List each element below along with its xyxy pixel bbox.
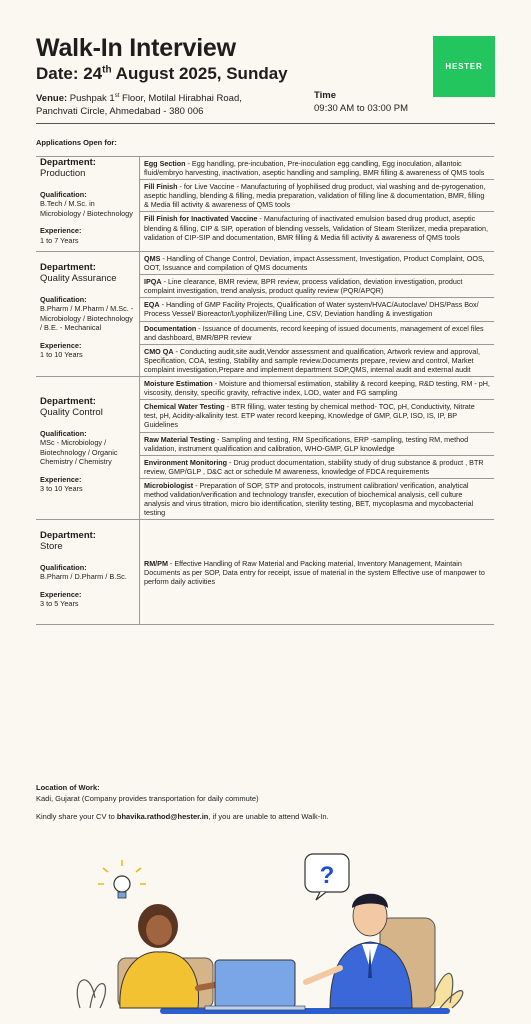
department-label: Department:: [40, 396, 96, 408]
role-title: IPQA: [144, 277, 162, 287]
role-row: [140, 180, 494, 212]
role-description: - Handling of GMP Facility Projects, Qualification of Water system/HVAC/Autoclave/ DHS/Pass Box/ Process Vessel/ Bioreactor/Lyophilizer/Filling Line, CSV, Deviation handling & investigation: [144, 300, 479, 319]
roles-list: [140, 157, 494, 251]
role-description: - Manufacturing of inactivated emulsion based drug product, aseptic blending & filling, CIP & SIP, operation of blending vessels, Validation of Steam Sterilizer, media preparation, validation of CIP-SIP and documentation, BMR filling & Media fill activity & awareness of QMS tools: [144, 214, 488, 242]
work-location: Location of Work: Kadi, Gujarat (Company provides transportation for daily commute): [36, 783, 259, 803]
department-label: Department:: [40, 262, 96, 274]
department-name: Quality Assurance: [40, 273, 117, 285]
department-name: Store: [40, 541, 63, 552]
department-info: [36, 377, 140, 519]
question-bubble-icon: [305, 854, 349, 900]
department-info: [36, 520, 140, 624]
role-description: - Conducting audit,site audit,Vendor assessment and qualification, Artwork review and approval, Specification, COA, testing, Stability and sample review.Documents prepare, review and control, Market complaint investigation,Prepare and implement department SOP,QMS, internal audit and external audit: [144, 346, 480, 374]
role-description: - Sampling and testing, RM Specifications, ERP -sampling, testing RM, method validation, instrument qualification and calibration, WHO-GMP, GLP knowledge: [144, 434, 469, 453]
qualification-label: Qualification:: [40, 189, 87, 199]
role-title: Raw Material Testing: [144, 434, 215, 444]
role-description: - Moisture and thiomersal estimation, stability & record keeping, R&D testing, RM - pH, viscosity, density, specific gravity, refractive index, LOD, water and FG sampling: [144, 379, 490, 398]
roles-list: [140, 252, 494, 376]
department-name: Quality Control: [40, 407, 103, 419]
role-description: - for Live Vaccine - Manufacturing of lyophilised drug product, vial washing and de-pyrogenation, aseptic handling, blending & filling, media preparation, validation of filling line & documentation, BMR, filling & Media fill activity & awareness of QMS tools: [144, 182, 486, 210]
role-row: [140, 456, 494, 479]
role-row: [140, 345, 494, 376]
qualification-value: MSc - Microbiology / Biotechnology / Organic Chemistry / Chemistry: [40, 438, 118, 467]
woman-figure: [118, 904, 220, 1008]
role-description: - Line clearance, BMR review, BPR review, process validation, deviation investigation, product complaint investigation, trend analysis, product quality review (PQR/APQR): [144, 277, 463, 296]
plant-left: [77, 980, 105, 1008]
role-title: RM/PM: [144, 558, 168, 568]
experience-label: Experience:: [40, 340, 82, 350]
role-title: Egg Section: [144, 159, 186, 168]
experience-value: 1 to 7 Years: [40, 235, 79, 245]
department-block: [36, 157, 494, 252]
department-label: Department:: [40, 530, 96, 541]
department-block: [36, 252, 494, 377]
role-row: [140, 479, 494, 519]
role-title: Chemical Water Testing: [144, 402, 225, 412]
role-title: Fill Finish: [144, 182, 178, 192]
interview-date: Date: 24th August 2025, Sunday: [36, 64, 288, 83]
role-description: - Issuance of documents, record keeping of issued documents, management of excel files and dashboard, BMR/BPR review: [144, 323, 484, 342]
department-info: [36, 252, 140, 376]
role-row: [140, 322, 494, 345]
role-row: [140, 212, 494, 243]
role-description: - Preparation of SOP, STP and protocols, instrument calibration/ verification, analytical method validation/verification and technology transfer, execution of biochemical analysis, cell culture analysis and virus titration, micro bio identification, sterility testing, BET, mycoplasma and mycobacterial testing: [144, 480, 474, 518]
roles-list: [140, 377, 494, 519]
qualification-label: Qualification:: [40, 428, 87, 438]
role-row: [140, 557, 494, 588]
interview-illustration: [0, 848, 531, 1024]
qualification-label: Qualification:: [40, 294, 87, 304]
role-title: Fill Finish for Inactivated Vaccine: [144, 214, 258, 224]
role-title: Microbiologist: [144, 480, 194, 490]
role-row: [140, 377, 494, 400]
experience-label: Experience:: [40, 589, 82, 599]
role-description: - Drug product documentation, stability study of drug substance & product , BTR review, GMP/GLP , D&C act or schedule M awareness, knowledge of FDCA requirements: [144, 457, 484, 476]
share-cv-note: Kindly share your CV to bhavika.rathod@hester.in, if you are unable to attend Walk-In.: [36, 812, 329, 821]
role-title: Moisture Estimation: [144, 379, 213, 389]
venue-block: Venue: Pushpak 1st Floor, Motilal Hirabhai Road, Panchvati Circle, Ahmedabad - 380 006: [36, 93, 242, 117]
role-row: [140, 157, 494, 180]
role-row: [140, 298, 494, 321]
role-description: - Egg handling, pre-incubation, Pre-inoculation egg candling, Egg inoculation, allantoic fluid/embryo harvesting, inactivation, aseptic handling and sampling, BMR filling & awareness of QMS tools: [144, 159, 485, 178]
applications-heading: Applications Open for:: [36, 138, 117, 147]
role-row: [140, 400, 494, 432]
time-block: Time 09:30 AM to 03:00 PM: [314, 90, 409, 114]
experience-label: Experience:: [40, 474, 82, 484]
roles-list: [140, 520, 494, 624]
qualification-value: B.Pharm / D.Pharm / B.Sc.: [40, 572, 127, 581]
role-title: Environment Monitoring: [144, 457, 228, 467]
department-block: [36, 520, 494, 625]
qualification-value: B.Tech / M.Sc. in Microbiology / Biotechnology: [40, 199, 133, 218]
man-figure: [306, 894, 435, 1008]
department-name: Production: [40, 168, 86, 179]
role-title: CMO QA: [144, 346, 174, 356]
svg-text:?: ?: [319, 862, 335, 889]
page-title: Walk-In Interview: [36, 34, 236, 62]
laptop-icon: [205, 960, 305, 1010]
company-logo: HESTER: [433, 36, 495, 97]
role-title: QMS: [144, 254, 161, 263]
department-label: Department:: [40, 157, 96, 168]
role-row: [140, 275, 494, 298]
lightbulb-icon: [98, 860, 146, 898]
role-row: [140, 433, 494, 456]
experience-value: 3 to 10 Years: [40, 484, 83, 494]
role-description: - BTR filling, water testing by chemical method- TOC, pH, Conductivity, Nitrate test, pH, Acidity-alkalinity test. ETP water record keeping, Knowledge of GMP, GLP, ISO, IS, IP, BP Guidelines: [144, 402, 475, 430]
header-divider: [36, 123, 495, 124]
role-row: [140, 252, 494, 275]
role-description: - Effective Handling of Raw Material and Packing material, Inventory Management, Maintain Documents as per SOP, Data entry for receipt, issue of material in the system Effective use of manpower to perform daily activities: [144, 558, 485, 586]
role-title: Documentation: [144, 323, 197, 333]
qualification-value: B.Pharm / M.Pharm / M.Sc. - Microbiology / Biotechnology / B.E. - Mechanical: [40, 304, 134, 333]
role-title: EQA: [144, 300, 160, 310]
experience-value: 1 to 10 Years: [40, 350, 83, 360]
qualification-label: Qualification:: [40, 562, 87, 572]
experience-value: 3 to 5 Years: [40, 599, 79, 608]
email-link[interactable]: bhavika.rathod@hester.in: [116, 812, 209, 821]
experience-label: Experience:: [40, 226, 82, 235]
role-description: - Handling of Change Control, Deviation, impact Assessment, Investigation, Product Complaint, OOS, OOT, Issuance and compilation of QMS documents: [144, 254, 485, 273]
department-info: [36, 157, 140, 251]
department-block: [36, 377, 494, 520]
departments-table: [36, 156, 494, 625]
